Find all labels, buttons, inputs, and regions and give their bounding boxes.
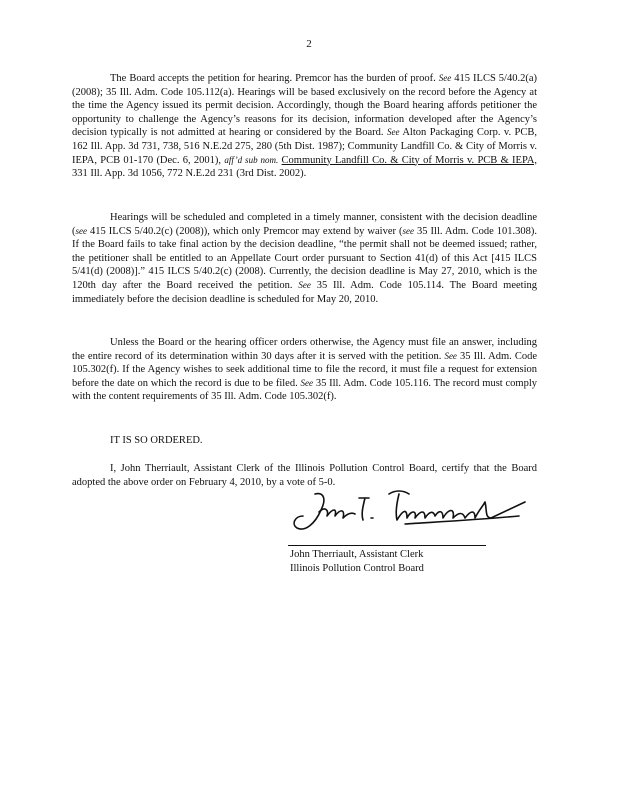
p3-see-2: See	[300, 377, 314, 388]
signer-block	[290, 548, 424, 576]
p1-see-2: See	[386, 127, 400, 138]
p1-text-4: 331 Ill. App. 3d 1056, 772 N.E.2d 231 (3rd Dist. 2002).	[72, 168, 307, 180]
p1-text-1: The Board accepts the petition for hearing. Premcor has the burden of proof.	[110, 73, 436, 84]
page-number: 2	[306, 38, 312, 50]
p3-text-2: 35 Ill. Adm. Code 105.302(f). If the Agency wishes to seek additional time to file the record, it must file a request for extension before the date on which the record is due to be filed.	[72, 350, 538, 389]
p1-see-1: See	[438, 73, 452, 83]
paragraph-scheduling	[72, 211, 537, 306]
p1-text-3: Alton Packaging Corp. v. PCB, 162 Ill. App. 3d 731, 738, 516 N.E.2d 275, 280 (5th Dist. 1987); Community Landfill Co. & City of Morris v. IEPA, PCB 01-170 (Dec. 6, 2001),	[72, 127, 538, 166]
p3-see-1: See	[444, 350, 457, 361]
p2-text-1: Hearings will be scheduled and completed in a timely manner, consistent with the decision deadline (	[72, 212, 537, 237]
certification-text: I, John Therriault, Assistant Clerk of the Illinois Pollution Control Board, certify that the Board adopted the above order on February 4, 2010, by a vote of 5-0.	[72, 463, 537, 488]
p3-text-3: 35 Ill. Adm. Code 105.116. The record must comply with the content requirements of 35 Ill. Adm. Code 105.302(f).	[72, 377, 538, 403]
p1-case-name: Community Landfill Co. & City of Morris v. PCB & IEPA,	[281, 154, 538, 166]
signature-stroke-ohn	[319, 509, 355, 518]
p3-text-1: Unless the Board or the hearing officer orders otherwise, the Agency must file an answer, including the entire record of its determination within 30 days after it is served with the petition.	[72, 337, 537, 362]
signature	[285, 480, 535, 542]
p2-see-1: see	[75, 225, 87, 236]
p1-text-2: 415 ILCS 5/40.2(a) (2008); 35 Ill. Adm. Code 105.112(a). Hearings will be based exclusively on the record before the Agency at the time the Agency issued its permit decision. Accordingly, though the Board hearing affords petitioner the opportunity to challenge the Agency’s reasons for its decision, information developed after the Agency’s decision typically is not admitted at hearing or considered by the Board.	[72, 73, 537, 139]
so-ordered: IT IS SO ORDERED.	[110, 435, 203, 446]
signature-stroke-t	[359, 498, 373, 520]
p2-text-4: 35 Ill. Adm. Code 105.114. The Board meeting immediately before the decision deadline is scheduled for May 20, 2010.	[72, 279, 537, 305]
signature-underline	[405, 516, 519, 524]
p2-text-3: 35 Ill. Adm. Code 101.308). If the Board fails to take final action by the decision deadline, “the permit shall not be deemed issued; rather, the petitioner shall be entitled to an Appellate Court order pursuant to Section 41(d) of this Act [415 ILCS 5/41(d) (2008)].” 415 ILCS 5/40.2(c) (2008). Currently, the decision deadline is May 27, 2010, which is the 120th day after the Board received the petition.	[72, 225, 537, 291]
p2-see-3: See	[298, 279, 311, 290]
signature-line	[288, 545, 486, 546]
paragraph-hearing-basis	[72, 72, 537, 181]
p1-affd: aff’d sub nom.	[224, 154, 279, 165]
p2-text-2: 415 ILCS 5/40.2(c) (2008)), which only Premcor may extend by waiver (	[90, 225, 403, 237]
signer-name: John Therriault, Assistant Clerk	[290, 549, 424, 560]
paragraph-agency-record	[72, 336, 537, 404]
signature-stroke-therriault	[389, 491, 525, 520]
p2-see-2: see	[402, 225, 415, 236]
signer-org: Illinois Pollution Control Board	[290, 563, 424, 574]
